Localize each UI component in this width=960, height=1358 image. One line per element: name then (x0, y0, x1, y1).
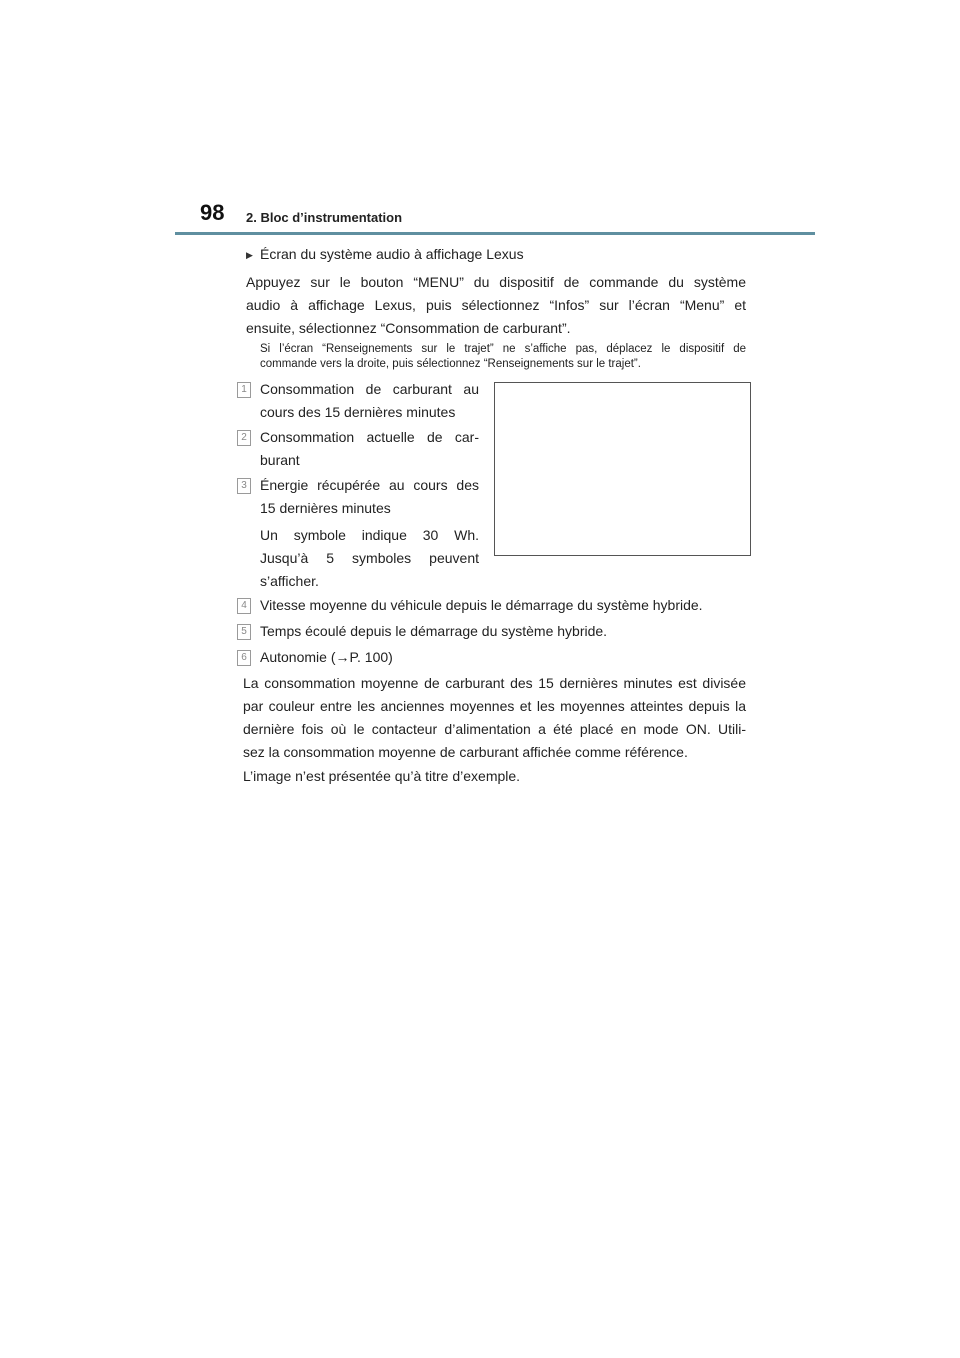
item-line: Jusqu’à 5 symboles peuvent (260, 550, 479, 566)
item-description (260, 594, 750, 617)
closing-line: La consommation moyenne de carburant des 15 dernières minutes est divisée (243, 675, 746, 691)
item-line: Autonomie (→P. 100) (260, 649, 393, 665)
item-line: Temps écoulé depuis le démarrage du système hybride. (260, 623, 608, 639)
item-description (260, 378, 479, 424)
disclaimer: L’image n’est présentée qu’à titre d’exemple. (243, 768, 521, 784)
item-number-icon: 4 (237, 598, 251, 614)
item-line: burant (260, 452, 300, 468)
item-line: Vitesse moyenne du véhicule depuis le démarrage du système hybride. (260, 597, 703, 613)
header-rule (175, 232, 815, 235)
item-extra (260, 524, 479, 593)
item-number-icon: 2 (237, 430, 251, 446)
section-bullet-text: Écran du système audio à affichage Lexus (260, 246, 524, 262)
page-number: 98 (200, 200, 225, 225)
item-line: Un symbole indique 30 Wh. (260, 527, 479, 543)
chapter-title: 2. Bloc d’instrumentation (246, 210, 403, 225)
illustration-frame (494, 382, 751, 556)
item-line: s’afficher. (260, 573, 319, 589)
item-number-icon: 5 (237, 624, 251, 640)
item-description (260, 620, 750, 643)
item-line: 15 dernières minutes (260, 500, 391, 516)
item-line: Énergie récupérée au cours des (260, 477, 479, 493)
item-number-icon: 1 (237, 382, 251, 398)
closing-line: dernière fois où le contacteur d’alimentation a été placé en mode ON. Utili- (243, 721, 746, 737)
note-paragraph (260, 342, 746, 372)
item-line: Consommation de carburant au (260, 381, 479, 397)
item-description (260, 426, 479, 472)
closing-line: par couleur entre les anciennes moyennes et les moyennes atteintes depuis la (243, 698, 746, 714)
closing-line: sez la consommation moyenne de carburant affichée comme référence. (243, 744, 688, 760)
item-description (260, 474, 479, 520)
item-number-icon: 3 (237, 478, 251, 494)
item-line: Consommation actuelle de car- (260, 429, 479, 445)
intro-paragraph (246, 271, 746, 340)
intro-line: Appuyez sur le bouton “MENU” du dispositif de commande du système (246, 274, 746, 290)
section-bullet (246, 244, 524, 265)
intro-line: ensuite, sélectionnez “Consommation de carburant”. (246, 320, 571, 336)
intro-line: audio à affichage Lexus, puis sélectionnez “Infos” sur l’écran “Menu” et (246, 297, 746, 313)
item-description (260, 646, 750, 669)
note-line: Si l’écran “Renseignements sur le trajet” ne s’affiche pas, déplacez le dispositif de (260, 343, 746, 355)
item-number-icon: 6 (237, 650, 251, 666)
triangle-bullet-icon: ▶ (246, 250, 253, 260)
item-line: cours des 15 dernières minutes (260, 404, 456, 420)
closing-paragraph (243, 672, 746, 764)
note-line: commande vers la droite, puis sélectionnez “Renseignements sur le trajet”. (260, 358, 641, 370)
